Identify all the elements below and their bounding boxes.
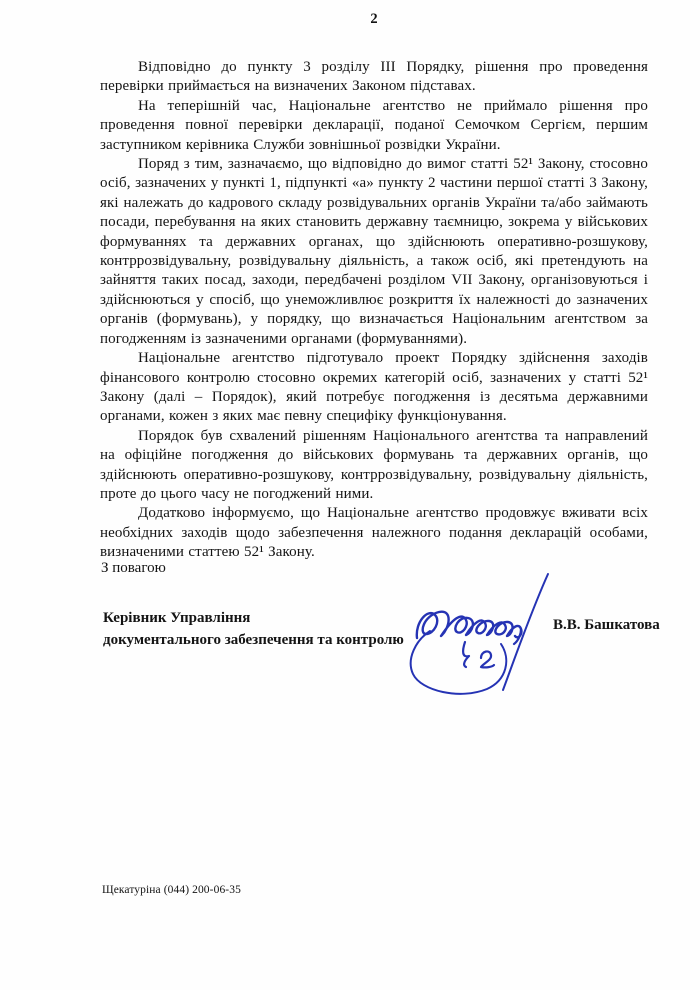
signatory-name: В.В. Башкатова <box>553 617 660 633</box>
handwritten-signature-icon <box>404 569 554 707</box>
page-number: 2 <box>370 11 378 27</box>
letter-body <box>100 58 648 563</box>
paragraph: Національне агентство підготувало проект Порядку здійснення заходів фінансового контролю стосовно окремих категорій осіб, зазначених у статті 52¹ Закону (далі – Порядок), який потребує погодження із десятьма державними органами, кожен з яких має певну специфіку функціонування. <box>100 350 648 425</box>
paragraph: Порядок був схвалений рішенням Національного агентства та направлений на офіційне погодження до військових формувань та державних органів, що здійснюють оперативно-розшукову, контррозвідувальну, розвідувальну діяльність, проте до цього часу не погоджений ними. <box>100 427 648 502</box>
signatory-title-line1: Керівник Управління <box>103 610 251 626</box>
signatory-title-line2: документального забезпечення та контролю <box>103 631 404 648</box>
footer-contact: Щекатуріна (044) 200-06-35 <box>102 884 241 896</box>
paragraph: Відповідно до пункту 3 розділу III Порядку, рішення про проведення перевірки приймається на визначених Законом підставах. <box>100 59 648 95</box>
paragraph: Поряд з тим, зазначаємо, що відповідно до вимог статті 52¹ Закону, стосовно осіб, зазначених у пункті 1, підпункті «а» пункту 2 частини першої статті 3 Закону, які належать до кадрового складу розвідувальних органів України та/або займають посади, перебування на яких становить державну таємницю, зокрема у військових формуваннях та державних органах, що здійснюють оперативно-розшукову, контррозвідувальну, розвідувальну діяльність, а також осіб, які претендують на зайняття таких посад, заходи, передбачені розділом VII Закону, організовуються і здійснюються у спосіб, що унеможливлює розкриття їх належності до зазначених органів (формувань), у порядку, що визначається Національним агентством за погодженням із зазначеними органами (формуваннями). <box>100 156 648 347</box>
closing-salutation: З повагою <box>101 560 166 576</box>
paragraph: На теперішній час, Національне агентство не приймало рішення про проведення повної перевірки декларації, поданої Семочком Сергієм, першим заступником керівника Служби зовнішньої розвідки України. <box>100 97 648 153</box>
paragraph: Додатково інформуємо, що Національне агентство продовжує вживати всіх необхідних заходів щодо забезпечення належного подання декларацій особами, визначеними статтею 52¹ Закону. <box>100 505 648 561</box>
signatory-title <box>103 608 404 651</box>
